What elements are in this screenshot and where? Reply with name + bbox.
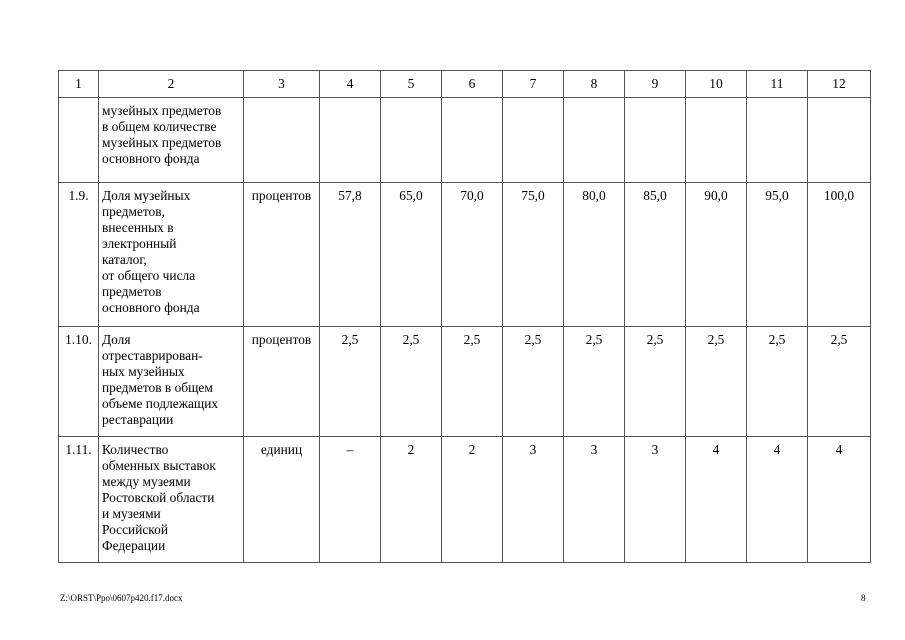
name-line: ных музейных (102, 364, 185, 379)
value-cell: 2,5 (808, 327, 871, 437)
value-cell: 2,5 (381, 327, 442, 437)
header-cell: 4 (320, 71, 381, 98)
value-cell: 2,5 (320, 327, 381, 437)
value-cell: 2,5 (747, 327, 808, 437)
value-cell: 2 (381, 437, 442, 563)
name-line: и музеями (102, 506, 161, 521)
name-line: в общем количестве (102, 119, 217, 134)
row-name-cell (99, 183, 244, 327)
value-cell: – (320, 437, 381, 563)
value-cell: 2,5 (442, 327, 503, 437)
header-cell: 8 (564, 71, 625, 98)
name-line: Ростовской области (102, 490, 215, 505)
name-line: Количество (102, 442, 169, 457)
name-line: от общего числа (102, 268, 196, 283)
table-row-1-11 (59, 437, 871, 563)
name-line: отреставрирован- (102, 348, 203, 363)
value-cell: 2,5 (686, 327, 747, 437)
value-cell: 70,0 (442, 183, 503, 327)
header-cell: 9 (625, 71, 686, 98)
name-line: обменных выставок (102, 458, 216, 473)
row-name-cell (99, 437, 244, 563)
row-code-cell: 1.10. (59, 327, 99, 437)
value-cell: 65,0 (381, 183, 442, 327)
value-cell: 4 (747, 437, 808, 563)
row-unit-cell: процентов (244, 327, 320, 437)
value-cell: 3 (564, 437, 625, 563)
value-cell: 4 (686, 437, 747, 563)
footer-file-path: Z:\ORST\Ppo\0607p420.f17.docx (60, 593, 183, 603)
header-cell: 11 (747, 71, 808, 98)
name-line: Российской (102, 522, 168, 537)
table-row-1-10 (59, 327, 871, 437)
header-cell: 7 (503, 71, 564, 98)
name-line: реставрации (102, 412, 174, 427)
footer-page-number: 8 (861, 593, 866, 603)
table-row-continuation (59, 98, 871, 183)
value-cell (747, 98, 808, 183)
value-cell (503, 98, 564, 183)
value-cell: 4 (808, 437, 871, 563)
row-name-cell (99, 98, 244, 183)
name-line: предметов (102, 284, 162, 299)
name-line: между музеями (102, 474, 191, 489)
value-cell: 85,0 (625, 183, 686, 327)
value-cell: 3 (503, 437, 564, 563)
value-cell (808, 98, 871, 183)
value-cell: 100,0 (808, 183, 871, 327)
name-line: музейных предметов (102, 103, 222, 118)
value-cell (564, 98, 625, 183)
name-line: объеме подлежащих (102, 396, 219, 411)
name-line: основного фонда (102, 300, 200, 315)
value-cell: 2,5 (503, 327, 564, 437)
value-cell: 2,5 (625, 327, 686, 437)
name-line: Федерации (102, 538, 166, 553)
name-line: Доля музейных (102, 188, 191, 203)
header-cell: 3 (244, 71, 320, 98)
name-line: предметов, (102, 204, 165, 219)
value-cell (442, 98, 503, 183)
value-cell: 57,8 (320, 183, 381, 327)
value-cell: 80,0 (564, 183, 625, 327)
value-cell (625, 98, 686, 183)
header-cell: 6 (442, 71, 503, 98)
value-cell: 3 (625, 437, 686, 563)
row-code-cell (59, 98, 99, 183)
name-line: предметов в общем (102, 380, 213, 395)
value-cell: 2,5 (564, 327, 625, 437)
value-cell: 2 (442, 437, 503, 563)
row-code-cell: 1.9. (59, 183, 99, 327)
header-cell: 2 (99, 71, 244, 98)
name-line: внесенных в (102, 220, 174, 235)
value-cell (381, 98, 442, 183)
name-line: Доля (102, 332, 131, 347)
value-cell: 75,0 (503, 183, 564, 327)
indicators-table (58, 70, 871, 563)
header-cell: 5 (381, 71, 442, 98)
name-line: основного фонда (102, 151, 200, 166)
value-cell: 90,0 (686, 183, 747, 327)
header-cell: 1 (59, 71, 99, 98)
row-code-cell: 1.11. (59, 437, 99, 563)
name-line: каталог, (102, 252, 147, 267)
value-cell (320, 98, 381, 183)
value-cell (686, 98, 747, 183)
name-line: музейных предметов (102, 135, 222, 150)
row-unit-cell (244, 98, 320, 183)
value-cell: 95,0 (747, 183, 808, 327)
row-name-cell (99, 327, 244, 437)
header-cell: 10 (686, 71, 747, 98)
header-cell: 12 (808, 71, 871, 98)
table-header (59, 71, 871, 98)
header-row (59, 71, 871, 98)
table-row-1-9 (59, 183, 871, 327)
row-unit-cell: единиц (244, 437, 320, 563)
row-unit-cell: процентов (244, 183, 320, 327)
name-line: электронный (102, 236, 177, 251)
